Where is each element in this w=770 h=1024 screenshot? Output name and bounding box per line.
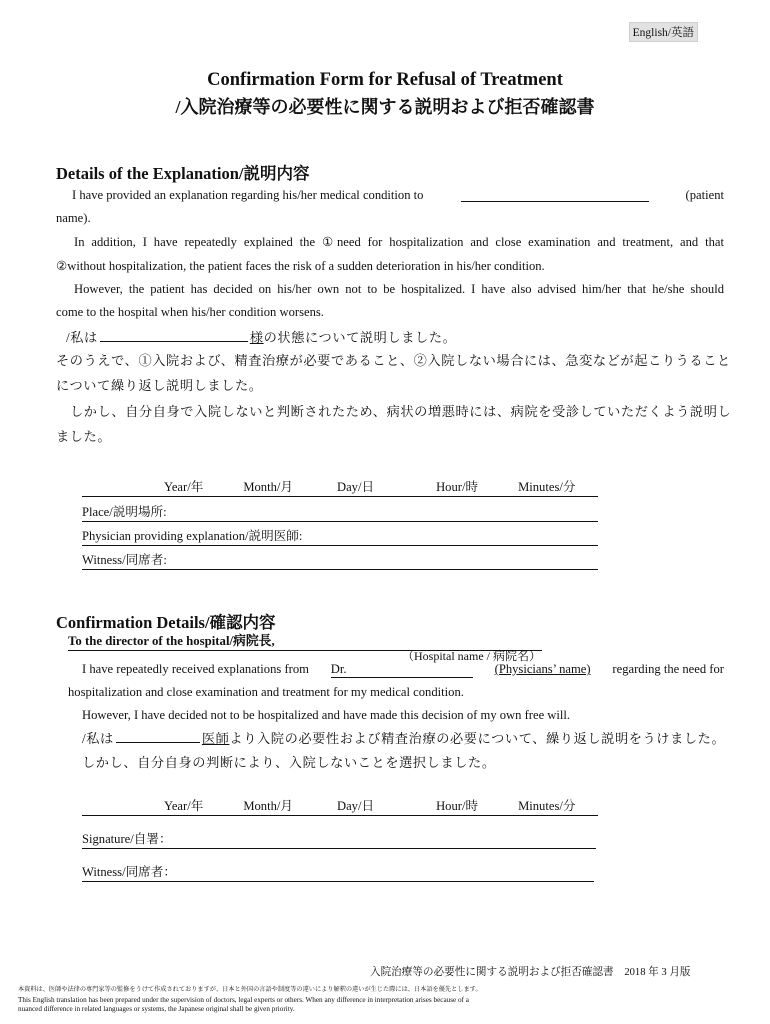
- physician-field[interactable]: [82, 525, 598, 546]
- footer-title-text: 入院治療等の必要性に関する説明および拒否確認書: [370, 967, 614, 978]
- footer-en-note-2: nuanced difference in related languages or systems, the Japanese original shall be given priority.: [18, 1005, 295, 1013]
- patient-name-field-jp[interactable]: [100, 328, 248, 342]
- explanation-jp-line-1: [66, 327, 456, 346]
- confirmation-text: I have repeatedly received explanations from: [82, 662, 309, 676]
- explanation-date-row[interactable]: [82, 476, 598, 497]
- explanation-text: I have provided an explanation regarding his/her medical condition to: [72, 188, 424, 202]
- footer-edition: 2018 年 3 月版: [624, 967, 691, 978]
- minutes-label: Minutes/分: [518, 799, 576, 813]
- explanation-text: ②without hospitalization, the patient faces the risk of a sudden deterioration in his/her condition.: [56, 259, 545, 273]
- form-title-english: Confirmation Form for Refusal of Treatment: [207, 70, 563, 90]
- explanation-jp-text: /私は: [66, 330, 98, 345]
- footer-en-note-1: This English translation has been prepared under the supervision of doctors, legal experts or others. When any difference in interpretation arises because of a: [18, 996, 469, 1004]
- witness-label: Witness/同席者：: [82, 865, 176, 879]
- explanation-line-1: [72, 188, 724, 203]
- hour-label: Hour/時: [436, 480, 479, 494]
- confirmation-jp-text: /私は: [82, 731, 114, 746]
- dr-label: Dr.: [330, 662, 347, 676]
- explanation-text: In addition, I have repeatedly explained the ①need for hospitalization and close examination and treatment, and that: [74, 235, 724, 249]
- explanation-text: name).: [56, 211, 91, 225]
- place-label: Place/説明場所:: [82, 505, 167, 519]
- explanation-jp-text: そのうえで、①入院および、精査治療が必要であること、②入院しない場合には、急変などが起こりうること: [56, 353, 731, 368]
- confirmation-jp-text: より入院の必要性および精査治療の必要について、繰り返し説明をうけました。: [229, 731, 726, 746]
- confirmation-jp-line-1: [82, 728, 725, 747]
- witness-field[interactable]: [82, 549, 598, 570]
- confirmation-text: hospitalization and close examination and treatment for my medical condition.: [68, 685, 464, 699]
- patient-name-field[interactable]: [461, 188, 649, 202]
- confirmation-date-row[interactable]: [82, 795, 598, 816]
- day-label: Day/日: [337, 480, 375, 494]
- language-tag: English/英語: [629, 22, 698, 42]
- place-field[interactable]: [82, 501, 598, 522]
- explanation-jp-text: について繰り返し説明しました。: [56, 378, 263, 393]
- explanation-jp-text: の状態について説明しました。: [263, 330, 457, 345]
- explanation-text: However, the patient has decided on his/her own not to be hospitalized. I have also advised him/her that he/she should: [74, 282, 724, 296]
- to-director-label: To the director of the hospital/病院長,: [68, 634, 275, 648]
- signature-field[interactable]: [82, 828, 596, 849]
- physician-label: Physician providing explanation/説明医師:: [82, 529, 303, 543]
- year-label: Year/年: [164, 480, 204, 494]
- physician-name-field[interactable]: [331, 662, 473, 678]
- explanation-jp-text: しかし、自分自身で入院しないと判断されたため、病状の増悪時には、病院を受診していただくよう説明し: [70, 404, 732, 419]
- footer-doc-title: [370, 964, 691, 979]
- physicians-name-label: (Physicians’ name): [494, 662, 591, 676]
- minutes-label: Minutes/分: [518, 480, 576, 494]
- confirmation-witness-field[interactable]: [82, 861, 594, 882]
- year-label: Year/年: [164, 799, 204, 813]
- witness-label: Witness/同席者:: [82, 553, 167, 567]
- footer-jp-note: 本資料は、医師や法律の専門家等の監修をうけて作成されておりますが、日本と外国の言語や制度等の違いにより解釈の違いが生じた際には、日本語を優先とします。: [18, 986, 482, 993]
- signature-label: Signature/自署：: [82, 832, 172, 846]
- explanation-heading: Details of the Explanation/説明内容: [56, 164, 310, 183]
- confirmation-heading: Confirmation Details/確認内容: [56, 613, 276, 632]
- confirmation-text: regarding the need for: [612, 662, 724, 676]
- month-label: Month/月: [243, 480, 293, 494]
- confirmation-jp-text: しかし、自分自身の判断により、入院しないことを選択しました。: [82, 755, 496, 770]
- hour-label: Hour/時: [436, 799, 479, 813]
- hospital-name-caption: （Hospital name / 病院名）: [402, 649, 541, 663]
- explanation-text: come to the hospital when his/her condition worsens.: [56, 305, 324, 319]
- ishi-label: 医師: [201, 731, 230, 746]
- confirmation-text: However, I have decided not to be hospitalized and have made this decision of my own free will.: [82, 708, 571, 722]
- explanation-jp-text: ました。: [56, 429, 112, 444]
- confirmation-line-1: [82, 662, 724, 678]
- day-label: Day/日: [337, 799, 375, 813]
- doctor-name-field-jp[interactable]: [116, 729, 200, 743]
- explanation-text: (patient: [685, 188, 724, 202]
- form-title-japanese: /入院治療等の必要性に関する説明および拒否確認書: [175, 97, 595, 117]
- month-label: Month/月: [243, 799, 293, 813]
- sama-label: 様: [249, 330, 264, 345]
